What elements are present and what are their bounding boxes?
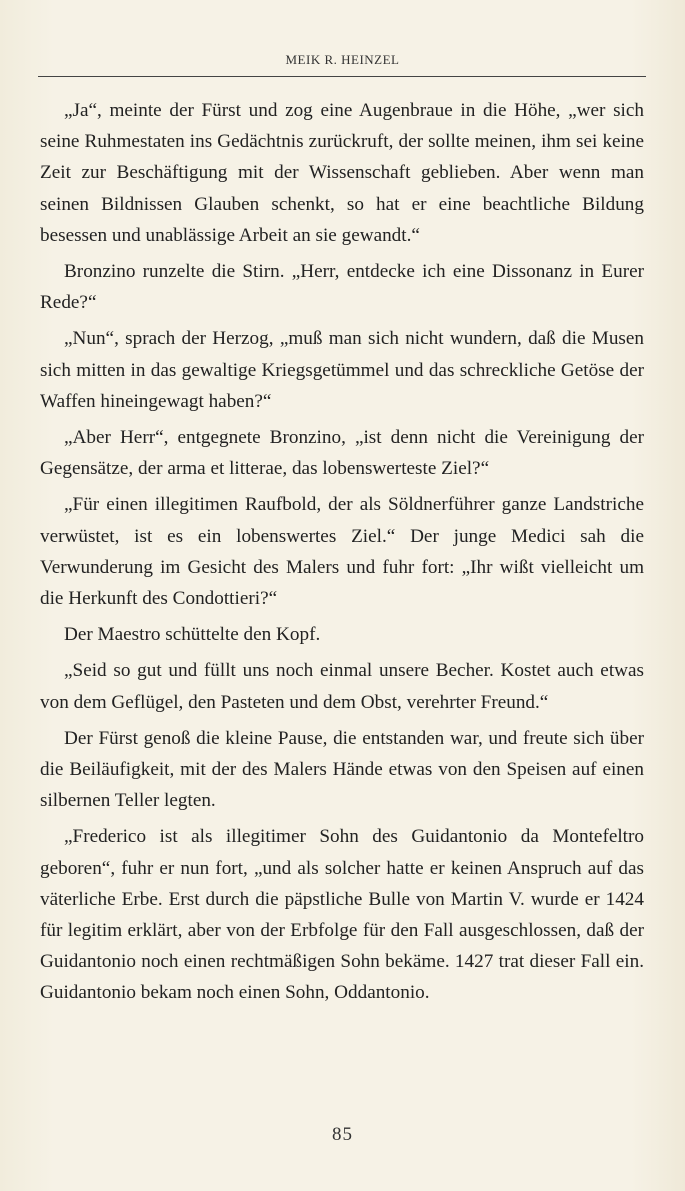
paragraph: Der Maestro schüttelte den Kopf. [64, 624, 321, 646]
paragraph: Der Fürst genoß die kleine Pause, die entstanden war, und freute sich über die Beiläufigkeit, mit der des Malers Hände etwas von den Speisen auf einen silbernen Teller legten. [40, 727, 644, 812]
header-rule [38, 76, 646, 77]
body-text [40, 95, 644, 1014]
paragraph: „Aber Herr“, entgegnete Bronzino, „ist denn nicht die Vereinigung der Gegensätze, der arma et litterae, das lobenswerteste Ziel?“ [40, 427, 644, 480]
running-head: MEIK R. HEINZEL [285, 52, 400, 67]
paragraph: „Seid so gut und füllt uns noch einmal unsere Becher. Kostet auch etwas von dem Geflügel, den Pasteten und dem Obst, verehrter Freund.“ [40, 660, 644, 713]
page-number: 85 [332, 1124, 353, 1145]
paragraph: „Für einen illegitimen Raufbold, der als Söldnerführer ganze Landstriche verwüstet, ist es ein lobenswertes Ziel.“ Der junge Medici sah die Verwunderung im Gesicht des Malers und fuhr fort: „Ihr wißt vielleicht um die Herkunft des Condottieri?“ [40, 494, 644, 610]
paragraph: Bronzino runzelte die Stirn. „Herr, entdecke ich eine Dissonanz in Eurer Rede?“ [40, 261, 644, 314]
paragraph: „Nun“, sprach der Herzog, „muß man sich nicht wundern, daß die Musen sich mitten in das gewaltige Kriegsgetümmel und das schreckliche Getöse der Waffen hineingewagt haben?“ [40, 328, 644, 412]
paragraph: „Ja“, meinte der Fürst und zog eine Augenbraue in die Höhe, „wer sich seine Ruhmestaten ins Gedächtnis zurückruft, der sollte meinen, ihm sei keine Zeit zur Beschäftigung mit der Wissenschaft geblieben. Aber wenn man seinen Bildnissen Glauben schenkt, so hat er eine beachtliche Bildung besessen und unablässige Arbeit an sie gewandt.“ [40, 100, 644, 246]
paragraph: „Frederico ist als illegitimer Sohn des Guidantonio da Montefeltro geboren“, fuhr er nun fort, „und als solcher hatte er keinen Anspruch auf das väterliche Erbe. Erst durch die päpstliche Bulle von Martin V. wurde er 1424 für legitim erklärt, aber von der Erbfolge für den Fall ausgeschlossen, daß der Guidantonio noch einen rechtmäßigen Sohn bekäme. 1427 trat dieser Fall ein. Guidantonio bekam noch einen Sohn, Oddantonio. [40, 826, 644, 1004]
